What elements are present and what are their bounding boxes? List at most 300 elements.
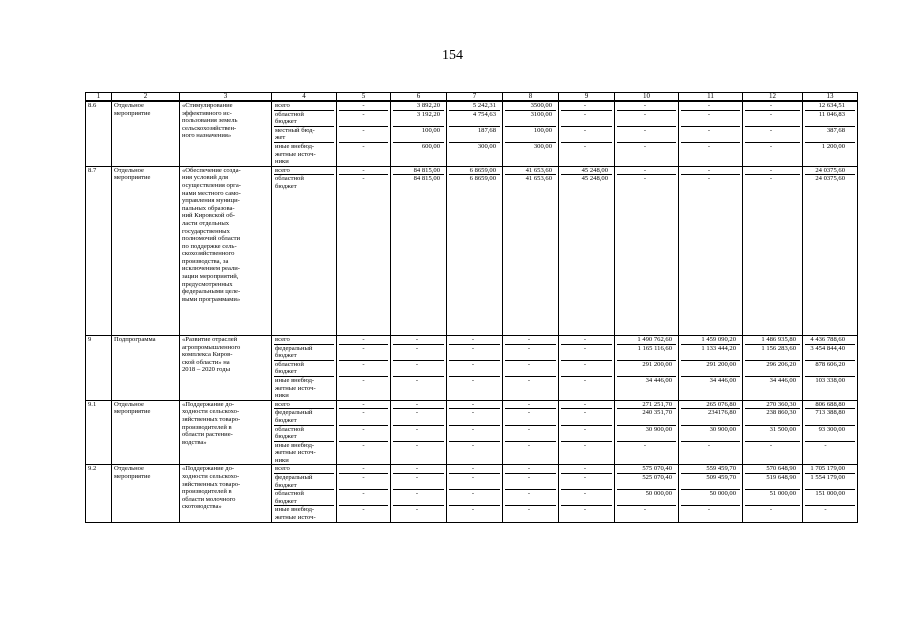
value-cell: 234176,80 [681, 409, 740, 425]
value-cell: 41 653,60 [505, 167, 556, 176]
value-cell: - [505, 465, 556, 474]
measure-name-line: ласти отдельных [182, 219, 230, 227]
value-cell: - [449, 361, 500, 377]
funding-source-line: бюджет [275, 352, 297, 360]
funding-source-line: федеральный [275, 344, 313, 352]
measure-name-line: выми программами» [182, 295, 241, 303]
value-column-cell [391, 465, 447, 522]
funding-source-label [274, 127, 334, 143]
value-column-cell [337, 335, 391, 400]
value-cell: 4 436 788,60 [805, 336, 855, 345]
value-cell: - [707, 441, 711, 449]
value-column-cell [503, 101, 559, 166]
funding-source-label [274, 474, 334, 490]
value-cell: - [527, 506, 531, 514]
measure-name-line: «Стимулирование [182, 102, 233, 109]
measure-name-line: исключением реали- [182, 265, 240, 273]
value-cell: 575 070,40 [617, 465, 676, 474]
value-column-cell [391, 400, 447, 465]
value-cell: 265 076,80 [681, 401, 740, 410]
funding-source-line: областной [275, 360, 304, 368]
row-kind-line: Подпрограмма [114, 335, 156, 343]
value-column-cell [503, 335, 559, 400]
value-cell: - [561, 401, 612, 410]
value-column-cell [803, 465, 858, 522]
row-kind-line: Отдельное [114, 465, 144, 473]
value-cell: - [393, 409, 444, 425]
value-cell: - [339, 111, 388, 127]
row-number-cell: 9 [86, 335, 112, 400]
value-cell: - [393, 345, 444, 361]
value-cell: - [707, 142, 711, 150]
funding-source-label: всего [274, 167, 334, 176]
value-cell: 50 000,00 [681, 490, 740, 506]
measure-name-line: производителей в [182, 423, 232, 431]
value-cell: - [681, 111, 740, 127]
value-cell: - [449, 336, 500, 345]
value-cell: - [561, 361, 612, 377]
header-cell: 3 [180, 93, 272, 102]
measure-name-line: пользования земель [182, 117, 238, 125]
value-cell: - [769, 441, 773, 449]
value-cell: - [449, 474, 500, 490]
value-cell: - [617, 111, 676, 127]
value-cell: - [505, 490, 556, 506]
value-cell: - [745, 111, 800, 127]
value-cell: - [393, 336, 444, 345]
funding-source-line: бюджет [275, 182, 297, 190]
value-cell: 30 900,00 [681, 426, 740, 442]
funding-source-line: бюджет [275, 481, 297, 489]
funding-source-line: ники [275, 392, 289, 400]
value-cell: - [769, 175, 773, 183]
value-cell: - [339, 401, 388, 410]
value-column-cell [503, 166, 559, 335]
value-cell: 34 446,00 [645, 376, 672, 384]
value-column-cell [447, 101, 503, 166]
value-cell: - [471, 441, 475, 449]
value-column-cell [803, 400, 858, 465]
value-cell: 3 892,20 [393, 102, 444, 111]
value-cell: - [505, 409, 556, 425]
measure-name-cell [180, 465, 272, 522]
value-column-cell [391, 101, 447, 166]
measure-name-line: предусмотренных [182, 280, 233, 288]
value-column-cell [337, 101, 391, 166]
value-cell: 84 815,00 [393, 167, 444, 176]
header-cell: 4 [272, 93, 337, 102]
value-cell: - [393, 401, 444, 410]
funding-source-line: жетные источ- [275, 150, 316, 158]
value-column-cell [743, 335, 803, 400]
value-column-cell [803, 335, 858, 400]
funding-source-line: областной [275, 110, 304, 118]
value-cell: - [527, 441, 531, 449]
value-column-cell [743, 166, 803, 335]
measure-name-line: зации мероприятий, [182, 273, 239, 281]
value-cell: - [449, 465, 500, 474]
value-cell: - [415, 376, 419, 384]
measure-name-line: ний Кировской об- [182, 212, 235, 220]
funding-source-line: иные внебюд- [275, 506, 315, 514]
value-cell: 1 486 935,80 [745, 336, 800, 345]
value-column-cell [559, 400, 615, 465]
value-column-cell [679, 400, 743, 465]
table-body [86, 93, 858, 523]
value-cell: 3 192,20 [393, 111, 444, 127]
funding-source-line: областной [275, 490, 304, 498]
row-kind-line: мероприятие [114, 473, 151, 481]
header-cell: 7 [447, 93, 503, 102]
value-cell: - [707, 175, 711, 183]
funding-source-label [274, 175, 334, 335]
value-column-cell [615, 400, 679, 465]
funding-source-label: всего [274, 401, 334, 410]
measure-name-line: ного назначения» [182, 132, 232, 140]
value-cell: - [339, 127, 388, 143]
value-cell: - [583, 506, 587, 514]
measure-name-line: сельскохозяйствен- [182, 124, 237, 132]
value-cell: 3 454 844,40 [805, 345, 855, 361]
value-cell: - [745, 102, 800, 111]
value-cell: 41 653,60 [525, 175, 552, 183]
value-cell: - [505, 426, 556, 442]
measure-name-line: по поддержке сель- [182, 242, 237, 250]
value-cell: - [561, 474, 612, 490]
value-cell: - [505, 401, 556, 410]
value-cell: 559 459,70 [681, 465, 740, 474]
funding-source-line: бюджет [275, 416, 297, 424]
value-cell: - [362, 441, 365, 449]
value-cell: 387,68 [805, 127, 855, 143]
measure-name-line: агропромышленного [182, 343, 241, 351]
value-cell: 1 133 444,20 [681, 345, 740, 361]
row-number-cell: 9.2 [86, 465, 112, 522]
value-cell: 45 248,00 [561, 167, 612, 176]
value-cell: - [824, 441, 827, 449]
funding-source-line: федеральный [275, 474, 313, 482]
table-row [86, 335, 858, 400]
measure-name-line: федеральными целе- [182, 288, 241, 296]
value-cell: - [393, 361, 444, 377]
funding-source-line: федеральный [275, 409, 313, 417]
value-cell: 6 8659,00 [469, 175, 496, 183]
funding-source-line: жетные источ- [275, 384, 316, 392]
value-cell: 296 206,20 [745, 361, 800, 377]
value-cell: 151 000,00 [805, 490, 855, 506]
value-column-cell [337, 166, 391, 335]
value-column-cell [679, 166, 743, 335]
value-cell: - [824, 506, 827, 514]
funding-source-label [274, 111, 334, 127]
value-cell: - [393, 474, 444, 490]
funding-source-label: всего [274, 102, 334, 111]
measure-name-line: «Развитие отраслей [182, 335, 238, 343]
value-cell: 1 459 090,20 [681, 336, 740, 345]
value-cell: - [769, 142, 773, 150]
value-cell: 570 648,90 [745, 465, 800, 474]
value-cell: - [362, 175, 365, 183]
value-cell: - [561, 336, 612, 345]
measure-name-cell [180, 335, 272, 400]
value-cell: - [339, 409, 388, 425]
value-cell: 34 446,00 [769, 376, 796, 384]
value-cell: - [707, 506, 711, 514]
value-column-cell [559, 101, 615, 166]
value-column-cell [679, 101, 743, 166]
value-column-cell [447, 400, 503, 465]
value-cell: - [617, 102, 676, 111]
value-cell: - [561, 465, 612, 474]
row-kind-line: Отдельное [114, 166, 144, 174]
value-cell: - [643, 506, 647, 514]
value-column-cell [743, 400, 803, 465]
row-kind-cell [112, 400, 180, 465]
funding-source-label [274, 409, 334, 425]
value-column-cell [503, 400, 559, 465]
funding-source-line: областной [275, 175, 304, 183]
value-cell: 291 200,00 [617, 361, 676, 377]
measure-name-line: полномочий области [182, 235, 241, 243]
value-cell: 1 200,00 [821, 142, 845, 150]
value-cell: - [339, 474, 388, 490]
value-cell: 1 156 283,60 [745, 345, 800, 361]
funding-source-label: всего [274, 465, 334, 474]
value-cell: - [393, 426, 444, 442]
value-column-cell [615, 335, 679, 400]
funding-source-line: жетные источ- [275, 449, 316, 457]
funding-source-line: жет [275, 134, 286, 142]
value-cell: - [681, 167, 740, 176]
measure-name-line: управления муници- [182, 197, 240, 205]
value-cell: - [339, 465, 388, 474]
row-number-cell: 8.6 [86, 101, 112, 166]
value-cell: - [471, 506, 475, 514]
measure-name-line: государственных [182, 227, 230, 235]
row-kind-line: Отдельное [114, 400, 144, 408]
header-cell: 12 [743, 93, 803, 102]
measure-name-line: пальных образова- [182, 204, 235, 212]
measure-name-line: скотоводства» [182, 503, 222, 511]
row-kind-cell [112, 335, 180, 400]
value-cell: - [362, 142, 365, 150]
value-cell: - [449, 409, 500, 425]
value-column-cell [337, 465, 391, 522]
funding-source-line: бюджет [275, 368, 297, 376]
measure-name-line: 2018 – 2020 годы [182, 366, 231, 374]
header-cell: 2 [112, 93, 180, 102]
value-column-cell [447, 335, 503, 400]
header-cell: 13 [803, 93, 858, 102]
funding-source-line: местный бюд- [275, 126, 315, 134]
row-kind-line: мероприятие [114, 109, 151, 117]
value-cell: - [415, 506, 419, 514]
value-cell: 300,00 [533, 142, 552, 150]
value-cell: 525 070,40 [617, 474, 676, 490]
value-column-cell [447, 465, 503, 522]
value-cell: 93 300,00 [805, 426, 855, 442]
funding-source-line: бюджет [275, 433, 297, 441]
funding-source-cell [272, 101, 337, 166]
value-cell: - [643, 441, 647, 449]
funding-source-cell [272, 335, 337, 400]
row-kind-line: мероприятие [114, 174, 151, 182]
measure-name-line: «Обеспечение созда- [182, 166, 241, 174]
row-kind-cell [112, 101, 180, 166]
value-cell: - [561, 426, 612, 442]
value-column-cell [447, 166, 503, 335]
value-column-cell [743, 465, 803, 522]
funding-source-label [274, 143, 334, 166]
measure-name-line: области растение- [182, 431, 233, 439]
value-column-cell [559, 166, 615, 335]
value-column-cell [679, 465, 743, 522]
value-column-cell [503, 465, 559, 522]
funding-source-label [274, 377, 334, 400]
funding-source-line: бюджет [275, 118, 297, 126]
value-cell: - [449, 426, 500, 442]
value-cell: 1 705 179,00 [805, 465, 855, 474]
measure-name-line: ходности сельскохо- [182, 473, 240, 481]
value-cell: 238 860,30 [745, 409, 800, 425]
value-cell: 30 900,00 [617, 426, 676, 442]
header-cell: 5 [337, 93, 391, 102]
funding-source-label [274, 361, 334, 377]
value-cell: 45 248,00 [581, 175, 608, 183]
value-cell: 878 606,20 [805, 361, 855, 377]
value-cell: 291 200,00 [681, 361, 740, 377]
value-column-cell [743, 101, 803, 166]
measure-name-cell [180, 101, 272, 166]
value-column-cell [615, 166, 679, 335]
value-cell: 34 446,00 [709, 376, 736, 384]
row-kind-cell [112, 465, 180, 522]
header-cell: 8 [503, 93, 559, 102]
measure-name-line: «Поддержание до- [182, 465, 235, 473]
value-cell: - [449, 345, 500, 361]
value-cell: 100,00 [505, 127, 556, 143]
value-cell: - [561, 127, 612, 143]
measure-name-line: области молочного [182, 495, 236, 503]
header-cell: 9 [559, 93, 615, 102]
value-cell: - [583, 142, 587, 150]
measure-name-line: водства» [182, 438, 207, 446]
funding-source-line: иные внебюд- [275, 376, 315, 384]
funding-source-line: жетные источ- [275, 514, 316, 522]
funding-source-label [274, 506, 334, 521]
value-cell: 300,00 [477, 142, 496, 150]
measure-name-line: производства, за [182, 257, 229, 265]
funding-source-cell [272, 400, 337, 465]
column-number-header-row [86, 93, 858, 102]
measure-name-line: эффективного ис- [182, 109, 232, 117]
header-cell: 11 [679, 93, 743, 102]
value-cell: 3500,00 [505, 102, 556, 111]
value-cell: 24 0375,60 [805, 167, 855, 176]
value-cell: - [339, 336, 388, 345]
header-cell: 10 [615, 93, 679, 102]
value-cell: - [339, 361, 388, 377]
value-cell: 31 500,00 [745, 426, 800, 442]
value-cell: 1 490 762,60 [617, 336, 676, 345]
value-column-cell [615, 101, 679, 166]
value-cell: 51 000,00 [745, 490, 800, 506]
funding-source-label [274, 345, 334, 361]
measure-name-cell [180, 400, 272, 465]
row-number-cell: 9.1 [86, 400, 112, 465]
value-cell: - [393, 465, 444, 474]
funding-source-line: иные внебюд- [275, 441, 315, 449]
value-cell: - [505, 345, 556, 361]
funding-source-line: областной [275, 425, 304, 433]
value-cell: - [561, 102, 612, 111]
measure-name-line: ской области» на [182, 358, 230, 366]
value-column-cell [337, 400, 391, 465]
value-column-cell [391, 166, 447, 335]
value-cell: - [561, 111, 612, 127]
funding-source-line: бюджет [275, 497, 297, 505]
value-cell: 270 360,30 [745, 401, 800, 410]
value-column-cell [391, 335, 447, 400]
value-cell: 4 754,63 [449, 111, 500, 127]
funding-source-label [274, 442, 334, 465]
value-cell: 509 459,70 [681, 474, 740, 490]
value-cell: - [449, 401, 500, 410]
value-cell: 100,00 [393, 127, 444, 143]
funding-source-label [274, 426, 334, 442]
value-cell: 84 815,00 [413, 175, 440, 183]
value-column-cell [559, 335, 615, 400]
funding-source-cell [272, 465, 337, 522]
value-cell: - [583, 376, 587, 384]
value-cell: - [583, 441, 587, 449]
value-cell: - [505, 336, 556, 345]
value-cell: - [617, 127, 676, 143]
measure-name-cell [180, 166, 272, 335]
value-cell: - [617, 167, 676, 176]
measure-name-line: зяйственных товаро- [182, 480, 241, 488]
value-cell: 240 351,70 [617, 409, 676, 425]
value-cell: - [339, 345, 388, 361]
measure-name-line: нами местного само- [182, 189, 241, 197]
value-cell: 3100,00 [505, 111, 556, 127]
value-cell: 12 634,51 [805, 102, 855, 111]
value-cell: - [393, 490, 444, 506]
value-cell: 1 554 179,00 [805, 474, 855, 490]
value-cell: - [339, 167, 388, 176]
table-row [86, 465, 858, 522]
value-cell: 271 251,70 [617, 401, 676, 410]
value-cell: - [505, 361, 556, 377]
value-cell: - [362, 376, 365, 384]
value-cell: 1 165 116,60 [617, 345, 676, 361]
row-kind-cell [112, 166, 180, 335]
value-column-cell [803, 101, 858, 166]
table-row [86, 166, 858, 335]
value-cell: - [362, 506, 365, 514]
value-cell: 103 338,00 [815, 376, 845, 384]
header-cell: 6 [391, 93, 447, 102]
funding-source-label: всего [274, 336, 334, 345]
value-cell: - [681, 127, 740, 143]
value-cell: - [561, 409, 612, 425]
value-cell: 6 8659,00 [449, 167, 500, 176]
value-cell: 50 000,00 [617, 490, 676, 506]
measure-name-line: производителей в [182, 488, 232, 496]
value-cell: - [561, 345, 612, 361]
value-cell: 519 648,90 [745, 474, 800, 490]
value-cell: - [643, 142, 647, 150]
